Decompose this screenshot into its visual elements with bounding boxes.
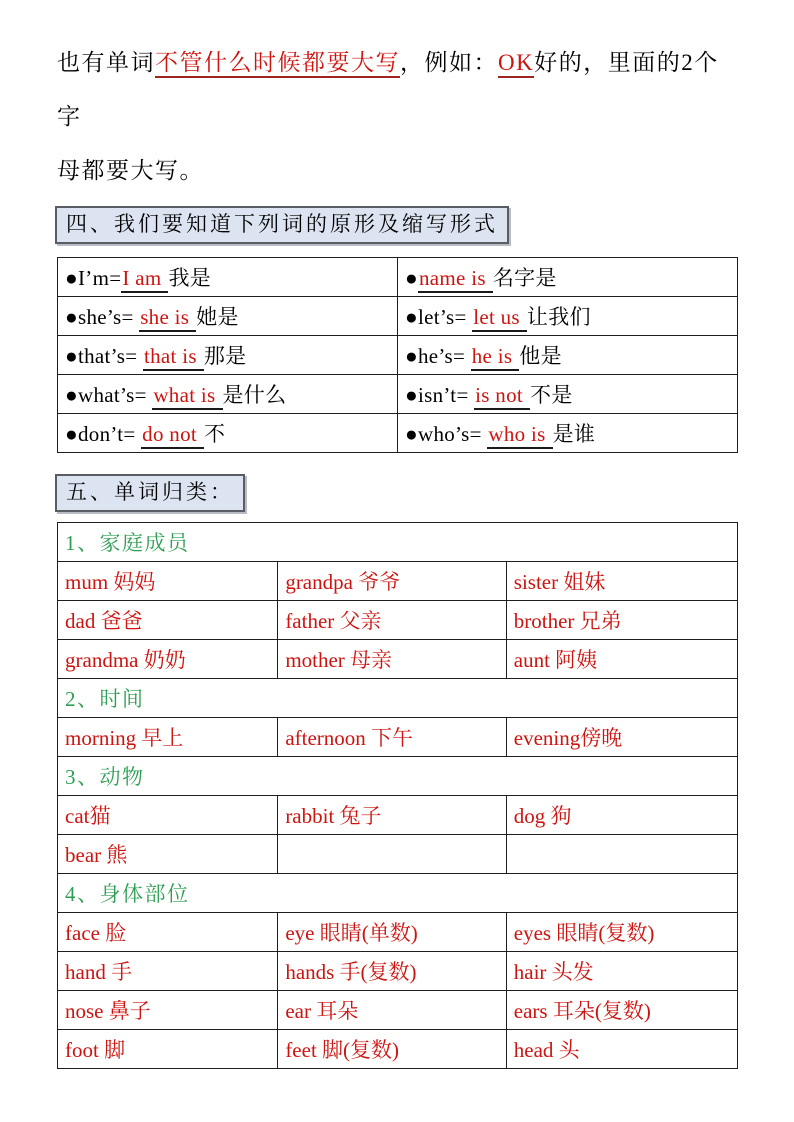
word-cell: bear 熊 <box>58 835 278 874</box>
contraction-cell <box>58 336 398 375</box>
word-cell: afternoon 下午 <box>278 718 506 757</box>
contraction-expansion: do not <box>141 422 204 449</box>
contraction-prefix: ●I’m= <box>65 266 122 290</box>
contraction-meaning: 不是 <box>530 383 573 407</box>
contraction-expansion: that is <box>143 344 204 371</box>
word-cell: feet 脚(复数) <box>278 1030 506 1069</box>
word-row <box>58 1030 738 1069</box>
contraction-prefix: ●isn’t= <box>405 383 475 407</box>
word-row <box>58 913 738 952</box>
category-row <box>58 679 738 718</box>
paragraph-red-underlined-ok: OK <box>498 50 534 78</box>
word-cell: mother 母亲 <box>278 640 506 679</box>
word-cell: dog 狗 <box>506 796 737 835</box>
category-row <box>58 874 738 913</box>
paragraph-line2: 母都要大写。 <box>57 158 204 183</box>
contraction-cell <box>58 258 398 297</box>
contraction-meaning: 那是 <box>203 344 247 368</box>
contraction-expansion: he is <box>471 344 520 371</box>
contraction-prefix: ● <box>405 266 418 290</box>
contraction-expansion: she is <box>139 305 196 332</box>
contraction-prefix: ●that’s= <box>65 344 143 368</box>
word-cell: sister 姐妹 <box>506 562 737 601</box>
word-cell: hand 手 <box>58 952 278 991</box>
contraction-prefix: ●what’s= <box>65 383 153 407</box>
category-row <box>58 523 738 562</box>
paragraph-text: ，例如： <box>400 50 498 75</box>
paragraph-text: 好的，里面的2个字 <box>57 50 719 129</box>
word-cell: aunt 阿姨 <box>506 640 737 679</box>
contraction-cell <box>398 336 738 375</box>
word-cell: eye 眼睛(单数) <box>278 913 506 952</box>
contraction-prefix: ●who’s= <box>405 422 488 446</box>
contraction-cell <box>58 375 398 414</box>
word-cell: hair 头发 <box>506 952 737 991</box>
contraction-meaning: 名字是 <box>492 266 557 290</box>
word-cell: evening傍晚 <box>506 718 737 757</box>
word-row <box>58 640 738 679</box>
category-row <box>58 757 738 796</box>
contraction-prefix: ●he’s= <box>405 344 471 368</box>
contraction-cell <box>398 414 738 453</box>
word-row <box>58 562 738 601</box>
contractions-table <box>57 257 738 453</box>
contraction-expansion: is not <box>474 383 530 410</box>
contraction-cell <box>58 414 398 453</box>
word-row <box>58 601 738 640</box>
word-cell: brother 兄弟 <box>506 601 737 640</box>
contraction-meaning: 我是 <box>168 266 212 290</box>
contraction-expansion: name is <box>418 266 493 293</box>
contraction-expansion: let us <box>472 305 527 332</box>
word-cell: head 头 <box>506 1030 737 1069</box>
category-label: 4、身体部位 <box>58 874 738 913</box>
word-cell: foot 脚 <box>58 1030 278 1069</box>
contraction-prefix: ●don’t= <box>65 422 142 446</box>
word-cell: cat猫 <box>58 796 278 835</box>
word-cell: grandma 奶奶 <box>58 640 278 679</box>
word-cell: father 父亲 <box>278 601 506 640</box>
section4-heading: 四、我们要知道下列词的原形及缩写形式 <box>55 206 509 244</box>
word-cell: ears 耳朵(复数) <box>506 991 737 1030</box>
word-cell: rabbit 兔子 <box>278 796 506 835</box>
word-row <box>58 991 738 1030</box>
contraction-meaning: 是什么 <box>222 383 287 407</box>
vocabulary-table <box>57 522 738 1069</box>
word-cell: ear 耳朵 <box>278 991 506 1030</box>
word-row <box>58 718 738 757</box>
table-row <box>58 258 738 297</box>
contraction-expansion: who is <box>487 422 552 449</box>
contraction-prefix: ●let’s= <box>405 305 473 329</box>
contraction-cell <box>398 297 738 336</box>
table-row <box>58 414 738 453</box>
section5-heading: 五、单词归类： <box>55 474 245 512</box>
paragraph-red-underlined-phrase: 不管什么时候都要大写 <box>155 50 400 78</box>
word-cell: face 脸 <box>58 913 278 952</box>
contraction-meaning: 她是 <box>196 305 239 329</box>
intro-paragraph <box>57 36 738 198</box>
contraction-meaning: 不 <box>204 422 226 446</box>
word-row <box>58 835 738 874</box>
category-label: 2、时间 <box>58 679 738 718</box>
table-row <box>58 375 738 414</box>
word-cell <box>506 835 737 874</box>
word-cell: mum 妈妈 <box>58 562 278 601</box>
table-row <box>58 336 738 375</box>
contraction-expansion: what is <box>152 383 222 410</box>
table-row <box>58 297 738 336</box>
contraction-prefix: ●she’s= <box>65 305 140 329</box>
word-cell: morning 早上 <box>58 718 278 757</box>
contraction-cell <box>58 297 398 336</box>
word-cell: dad 爸爸 <box>58 601 278 640</box>
word-row <box>58 952 738 991</box>
word-cell: eyes 眼睛(复数) <box>506 913 737 952</box>
word-row <box>58 796 738 835</box>
contraction-expansion: I am <box>121 266 168 293</box>
word-cell <box>278 835 506 874</box>
word-cell: grandpa 爷爷 <box>278 562 506 601</box>
paragraph-text: 也有单词 <box>57 50 155 75</box>
contraction-cell <box>398 258 738 297</box>
contraction-meaning: 让我们 <box>526 305 591 329</box>
category-label: 3、动物 <box>58 757 738 796</box>
contraction-meaning: 是谁 <box>552 422 596 446</box>
contraction-cell <box>398 375 738 414</box>
word-cell: hands 手(复数) <box>278 952 506 991</box>
contraction-meaning: 他是 <box>519 344 562 368</box>
word-cell: nose 鼻子 <box>58 991 278 1030</box>
category-label: 1、家庭成员 <box>58 523 738 562</box>
